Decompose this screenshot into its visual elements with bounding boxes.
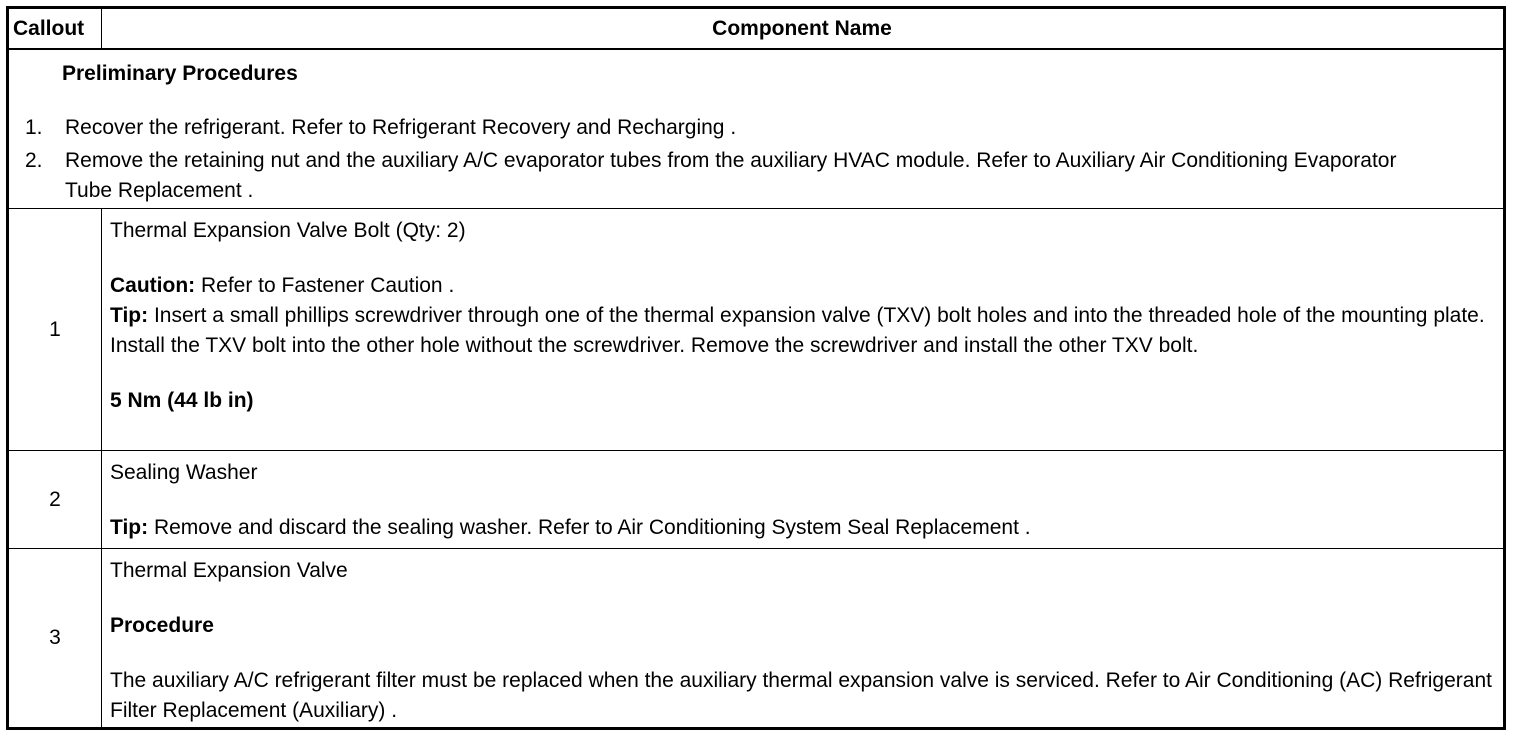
- component-cell: [110, 556, 1497, 726]
- caution-label: Caution:: [110, 274, 196, 297]
- step-text: Recover the refrigerant. Refer to Refrigerant Recovery and Recharging .: [65, 116, 737, 139]
- callout-number: 2: [49, 487, 61, 511]
- tip-note: [110, 301, 1497, 361]
- procedure-text: The auxiliary A/C refrigerant filter must be replaced when the auxiliary thermal expansion valve is serviced. Refer to Air Conditioning (AC) Refrigerant Filter Replacement (Auxiliary) .: [110, 669, 1492, 722]
- table-row: [9, 209, 1503, 450]
- step-text: Remove the retaining nut and the auxiliary A/C evaporator tubes from the auxiliary HVAC module. Refer to Auxiliary Air Conditioning Evaporator Tube Replacement .: [65, 149, 1397, 202]
- tip-text: Remove and discard the sealing washer. Refer to Air Conditioning System Seal Replacement .: [148, 516, 1031, 539]
- preliminary-steps: [25, 113, 1405, 206]
- tip-note: [110, 513, 1497, 543]
- component-table: [6, 6, 1506, 730]
- component-name: Sealing Washer: [110, 461, 258, 484]
- procedure-label: Procedure: [110, 614, 214, 637]
- list-item: [25, 113, 1405, 143]
- component-cell: [110, 216, 1497, 416]
- caution-text: Refer to Fastener Caution .: [195, 274, 455, 297]
- component-cell: [110, 458, 1497, 543]
- callout-number: 1: [49, 317, 61, 341]
- step-number: 1.: [25, 116, 43, 139]
- callout-number: 3: [49, 626, 61, 649]
- header-component-name: Component Name: [712, 17, 892, 40]
- table-header-row: [9, 9, 1503, 48]
- component-name: Thermal Expansion Valve Bolt (Qty: 2): [110, 219, 466, 242]
- header-divider: [101, 9, 102, 48]
- tip-label: Tip:: [110, 304, 149, 327]
- step-number: 2.: [25, 149, 43, 172]
- preliminary-section: [9, 50, 1503, 208]
- header-callout: Callout: [13, 17, 85, 40]
- preliminary-title: Preliminary Procedures: [62, 62, 298, 85]
- list-item: [25, 146, 1405, 206]
- torque-spec: 5 Nm (44 lb in): [110, 389, 254, 412]
- tip-text: Insert a small phillips screwdriver through one of the thermal expansion valve (TXV) bolt holes and into the threaded hole of the mounting plate. Install the TXV bolt into the other hole without the screwdriver. Remove the screwdriver and install the other TXV bolt.: [110, 304, 1485, 357]
- table-row: [9, 451, 1503, 548]
- component-name: Thermal Expansion Valve: [110, 559, 348, 582]
- tip-label: Tip:: [110, 516, 149, 539]
- caution-note: [110, 271, 1497, 301]
- table-row: [9, 549, 1503, 727]
